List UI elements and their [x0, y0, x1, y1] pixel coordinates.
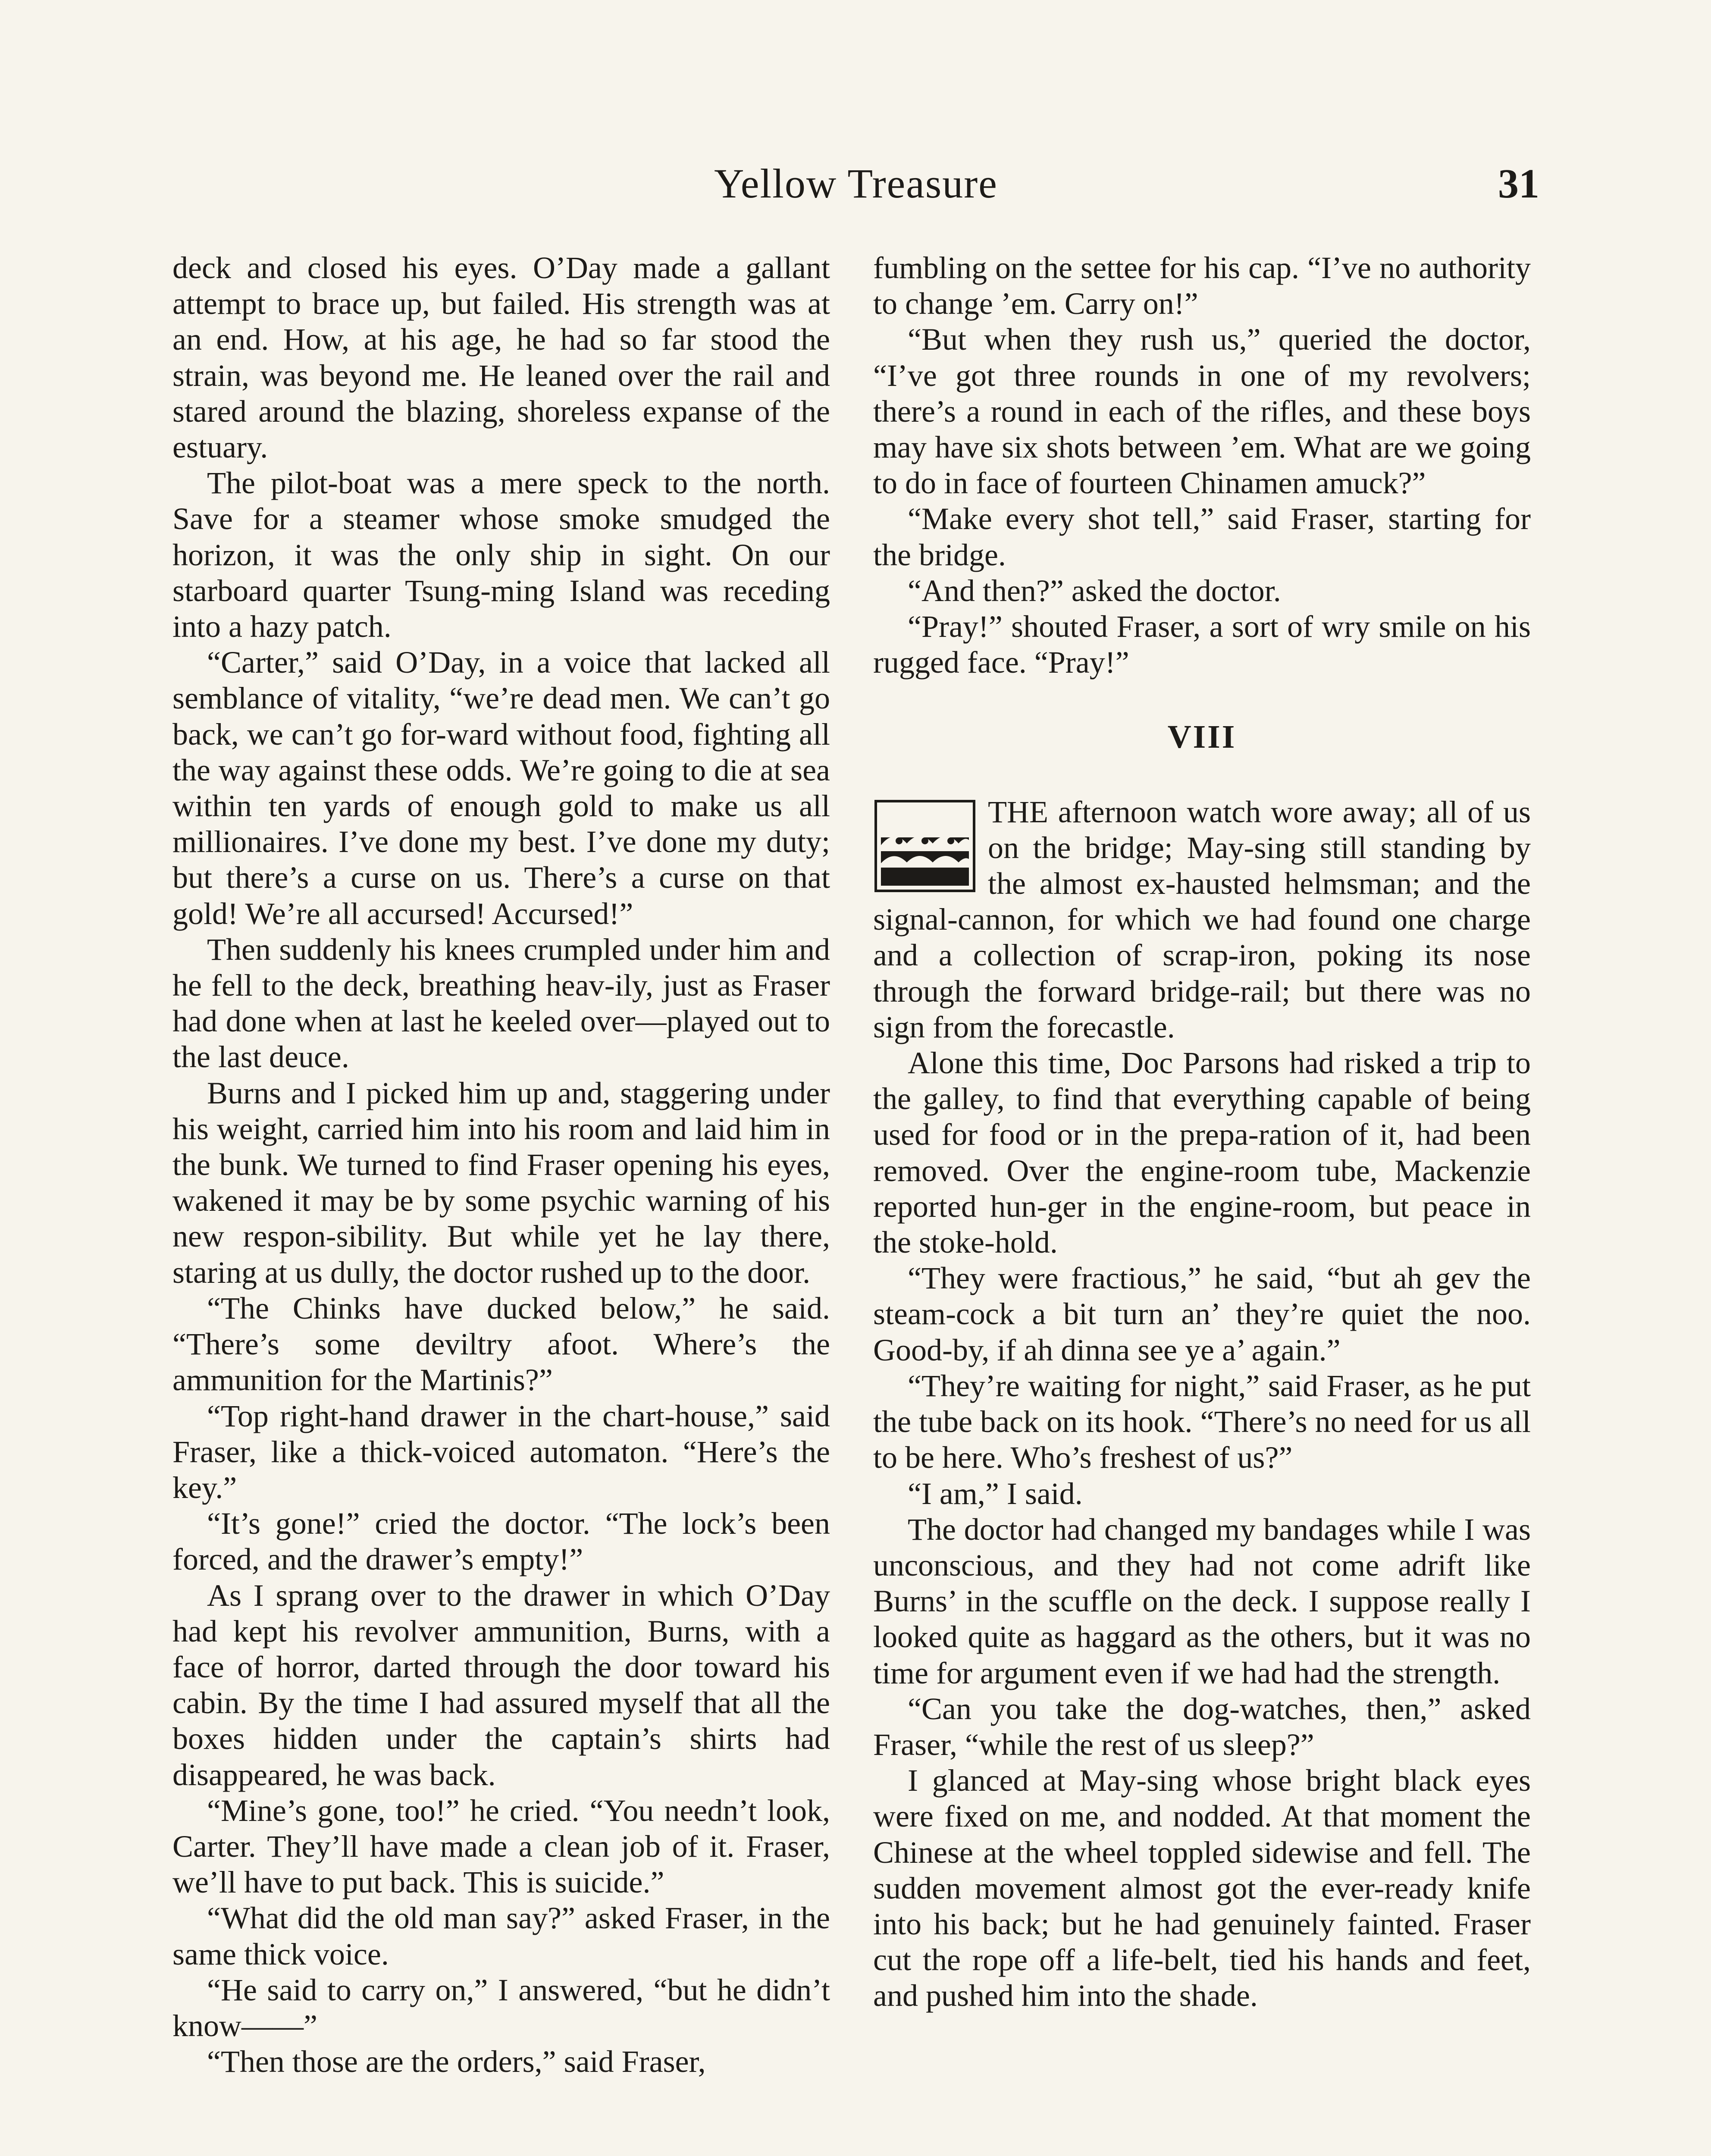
paragraph: deck and closed his eyes. O’Day made a gallant attempt to brace up, but failed. His strength was at an end. How, at his age, he had so far stood the strain, was beyond me. He leaned over the rail and stared around the blazing, shoreless expanse of the estuary.: [172, 251, 830, 465]
paragraph: “It’s gone!” cried the doctor. “The lock’s been forced, and the drawer’s empty!”: [172, 1506, 830, 1577]
paragraph: “Can you take the dog-watches, then,” asked Fraser, “while the rest of us sleep?”: [873, 1691, 1531, 1762]
paragraph: “Carter,” said O’Day, in a voice that lacked all semblance of vitality, “we’re dead men. We can’t go back, we can’t go for-ward without food, fighting all the way against these odds. We’re going to die at sea within ten yards of enough gold to make us all millionaires. I’ve done my best. I’ve done my duty; but there’s a curse on us. There’s a curse on that gold! We’re all accursed! Accursed!”: [172, 645, 830, 931]
dropcap-paragraph-text: THE afternoon watch wore away; all of us on the bridge; May-sing still standing by the almost ex-hausted helmsman; and the signal-cannon, for which we had found one charge and a collection of scrap-iron, poking its nose through the forward bridge-rail; but there was no sign from the forecastle.: [873, 794, 1531, 1044]
paragraph: “Make every shot tell,” said Fraser, starting for the bridge.: [873, 501, 1531, 572]
paragraph: “And then?” asked the doctor.: [908, 573, 1281, 608]
dropcap-paragraph: [873, 794, 1531, 1045]
paragraph: “They’re waiting for night,” said Fraser, as he put the tube back on its hook. “There’s no need for us all to be here. Who’s freshest of us?”: [873, 1368, 1531, 1475]
chapter-heading: VIII: [1167, 719, 1237, 755]
paragraph: The doctor had changed my bandages while I was unconscious, and they had not come adrift like Burns’ in the scuffle on the deck. I suppose really I looked quite as haggard as the others, but it was no time for argument even if we had had the strength.: [873, 1512, 1531, 1690]
page-number: 31: [1498, 160, 1539, 207]
paragraph: As I sprang over to the drawer in which O’Day had kept his revolver ammunition, Burns, with a face of horror, darted through the door toward his cabin. By the time I had assured myself that all the boxes hidden under the captain’s shirts had disappeared, he was back.: [172, 1578, 830, 1792]
paragraph: “But when they rush us,” queried the doctor, “I’ve got three rounds in one of my revolvers; there’s a round in each of the rifles, and these boys may have six shots between ’em. What are we going to do in face of fourteen Chinamen amuck?”: [873, 322, 1531, 501]
paragraph: The pilot-boat was a mere speck to the north. Save for a steamer whose smoke smudged the horizon, it was the only ship in sight. On our starboard quarter Tsung-ming Island was receding into a hazy patch.: [172, 466, 830, 644]
paragraph: “I am,” I said.: [908, 1476, 1083, 1511]
paragraph: Burns and I picked him up and, staggering under his weight, carried him into his room and laid him in the bunk. We turned to find Fraser opening his eyes, wakened it may be by some psychic warning of his new respon-sibility. But while yet he lay there, staring at us dully, the doctor rushed up to the door.: [172, 1075, 830, 1290]
paragraph: Alone this time, Doc Parsons had risked a trip to the galley, to find that everything capable of being used for food or in the prepa-ration of it, had been removed. Over the engine-room tube, Mackenzie reported hun-ger in the engine-room, but peace in the stoke-hold.: [873, 1046, 1531, 1260]
paragraph: “What did the old man say?” asked Fraser, in the same thick voice.: [172, 1901, 830, 1971]
paragraph: “Mine’s gone, too!” he cried. “You needn’t look, Carter. They’ll have made a clean job of it. Fraser, we’ll have to put back. This is suicide.”: [172, 1793, 830, 1900]
paragraph: “Pray!” shouted Fraser, a sort of wry smile on his rugged face. “Pray!”: [873, 609, 1531, 680]
paragraph: fumbling on the settee for his cap. “I’ve no authority to change ’em. Carry on!”: [873, 251, 1531, 321]
running-title: Yellow Treasure: [714, 160, 998, 207]
paragraph: “Then those are the orders,” said Fraser,: [207, 2044, 706, 2079]
right-column: [873, 250, 1531, 2014]
paragraph: “The Chinks have ducked below,” he said. “There’s some deviltry afoot. Where’s the ammunition for the Martinis?”: [172, 1291, 830, 1398]
paragraph: Then suddenly his knees crumpled under him and he fell to the deck, breathing heav-ily, just as Fraser had done when at last he keeled over—played out to the last deuce.: [172, 932, 830, 1075]
paragraph: I glanced at May-sing whose bright black eyes were fixed on me, and nodded. At that moment the Chinese at the wheel toppled sidewise and fell. The sudden movement almost got the ever-ready knife into his back; but he had genuinely fainted. Fraser cut the rope off a life-belt, tied his hands and feet, and pushed him into the shade.: [873, 1763, 1531, 2013]
running-head: [172, 160, 1539, 216]
waves-ornament-icon: [873, 799, 977, 893]
left-column: [172, 250, 830, 2080]
paragraph: “Top right-hand drawer in the chart-house,” said Fraser, like a thick-voiced automaton. “Here’s the key.”: [172, 1398, 830, 1505]
paragraph: “They were fractious,” he said, “but ah gev the steam-cock a bit turn an’ they’re quiet the noo. Good-by, if ah dinna see ye a’ again.”: [873, 1261, 1531, 1367]
paragraph: “He said to carry on,” I answered, “but he didn’t know——”: [172, 1972, 830, 2043]
